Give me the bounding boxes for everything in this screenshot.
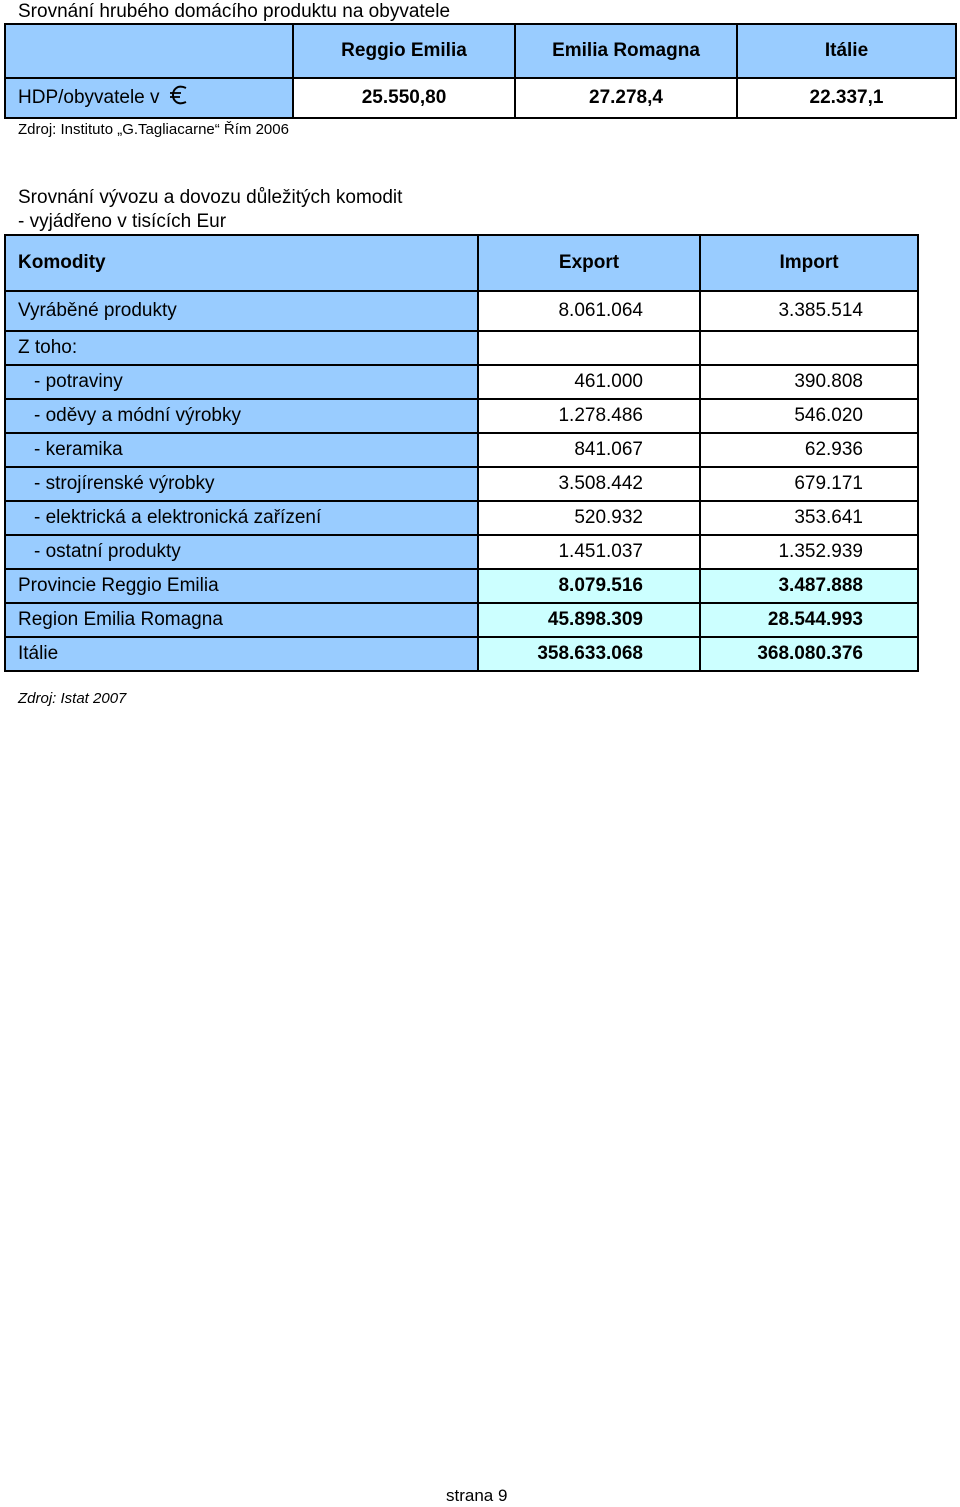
table-row xyxy=(5,501,918,535)
trade-source: Zdroj: Istat 2007 xyxy=(18,690,127,707)
table-row xyxy=(5,433,918,467)
row-import: 546.020 xyxy=(700,399,918,433)
table-row xyxy=(5,331,918,365)
row-import: 62.936 xyxy=(700,433,918,467)
gdp-title: Srovnání hrubého domácího produktu na obyvatele xyxy=(18,1,451,22)
row-import: 28.544.993 xyxy=(700,603,918,637)
gdp-table xyxy=(4,23,957,119)
gdp-col-italie: Itálie xyxy=(737,24,956,78)
table-row-total xyxy=(5,603,918,637)
row-export: 8.079.516 xyxy=(478,569,700,603)
table-row-total xyxy=(5,569,918,603)
table-row-total xyxy=(5,637,918,671)
row-label: Region Emilia Romagna xyxy=(5,603,478,637)
row-export: 1.451.037 xyxy=(478,535,700,569)
row-import: 3.487.888 xyxy=(700,569,918,603)
gdp-value-reggio-emilia: 25.550,80 xyxy=(293,78,515,118)
row-export: 841.067 xyxy=(478,433,700,467)
trade-col-commodity: Komodity xyxy=(5,235,478,291)
row-label: - potraviny xyxy=(5,365,478,399)
gdp-col-reggio-emilia: Reggio Emilia xyxy=(293,24,515,78)
row-import: 353.641 xyxy=(700,501,918,535)
row-label: Z toho: xyxy=(5,331,478,365)
row-label: Itálie xyxy=(5,637,478,671)
table-row xyxy=(5,365,918,399)
row-import: 390.808 xyxy=(700,365,918,399)
trade-header-row xyxy=(5,235,918,291)
trade-title-line1: Srovnání vývozu a dovozu důležitých komodit xyxy=(18,187,403,208)
row-label: - elektrická a elektronická zařízení xyxy=(5,501,478,535)
row-export: 1.278.486 xyxy=(478,399,700,433)
gdp-header-blank xyxy=(5,24,293,78)
row-label: Provincie Reggio Emilia xyxy=(5,569,478,603)
euro-icon xyxy=(169,84,189,112)
row-import: 3.385.514 xyxy=(700,291,918,331)
trade-table xyxy=(4,234,919,672)
trade-col-export: Export xyxy=(478,235,700,291)
row-export: 358.633.068 xyxy=(478,637,700,671)
row-import xyxy=(700,331,918,365)
trade-title xyxy=(18,186,402,234)
row-label: - oděvy a módní výrobky xyxy=(5,399,478,433)
table-row xyxy=(5,535,918,569)
table-row xyxy=(5,467,918,501)
page-number: strana 9 xyxy=(446,1486,508,1505)
row-export: 3.508.442 xyxy=(478,467,700,501)
gdp-row-label: HDP/obyvatele v xyxy=(18,87,160,108)
row-import: 679.171 xyxy=(700,467,918,501)
table-row xyxy=(5,291,918,331)
gdp-header-row xyxy=(5,24,956,78)
row-export xyxy=(478,331,700,365)
row-label: - strojírenské výrobky xyxy=(5,467,478,501)
table-row xyxy=(5,399,918,433)
row-export: 461.000 xyxy=(478,365,700,399)
row-label: Vyráběné produkty xyxy=(5,291,478,331)
row-label: - ostatní produkty xyxy=(5,535,478,569)
gdp-col-emilia-romagna: Emilia Romagna xyxy=(515,24,737,78)
row-export: 8.061.064 xyxy=(478,291,700,331)
gdp-value-italie: 22.337,1 xyxy=(737,78,956,118)
row-export: 520.932 xyxy=(478,501,700,535)
row-import: 368.080.376 xyxy=(700,637,918,671)
gdp-row-label-cell xyxy=(5,78,293,118)
gdp-value-row xyxy=(5,78,956,118)
gdp-source: Zdroj: Instituto „G.Tagliacarne“ Řím 2006 xyxy=(18,121,289,138)
row-label: - keramika xyxy=(5,433,478,467)
trade-col-import: Import xyxy=(700,235,918,291)
gdp-value-emilia-romagna: 27.278,4 xyxy=(515,78,737,118)
row-import: 1.352.939 xyxy=(700,535,918,569)
trade-title-line2: - vyjádřeno v tisících Eur xyxy=(18,211,227,232)
row-export: 45.898.309 xyxy=(478,603,700,637)
